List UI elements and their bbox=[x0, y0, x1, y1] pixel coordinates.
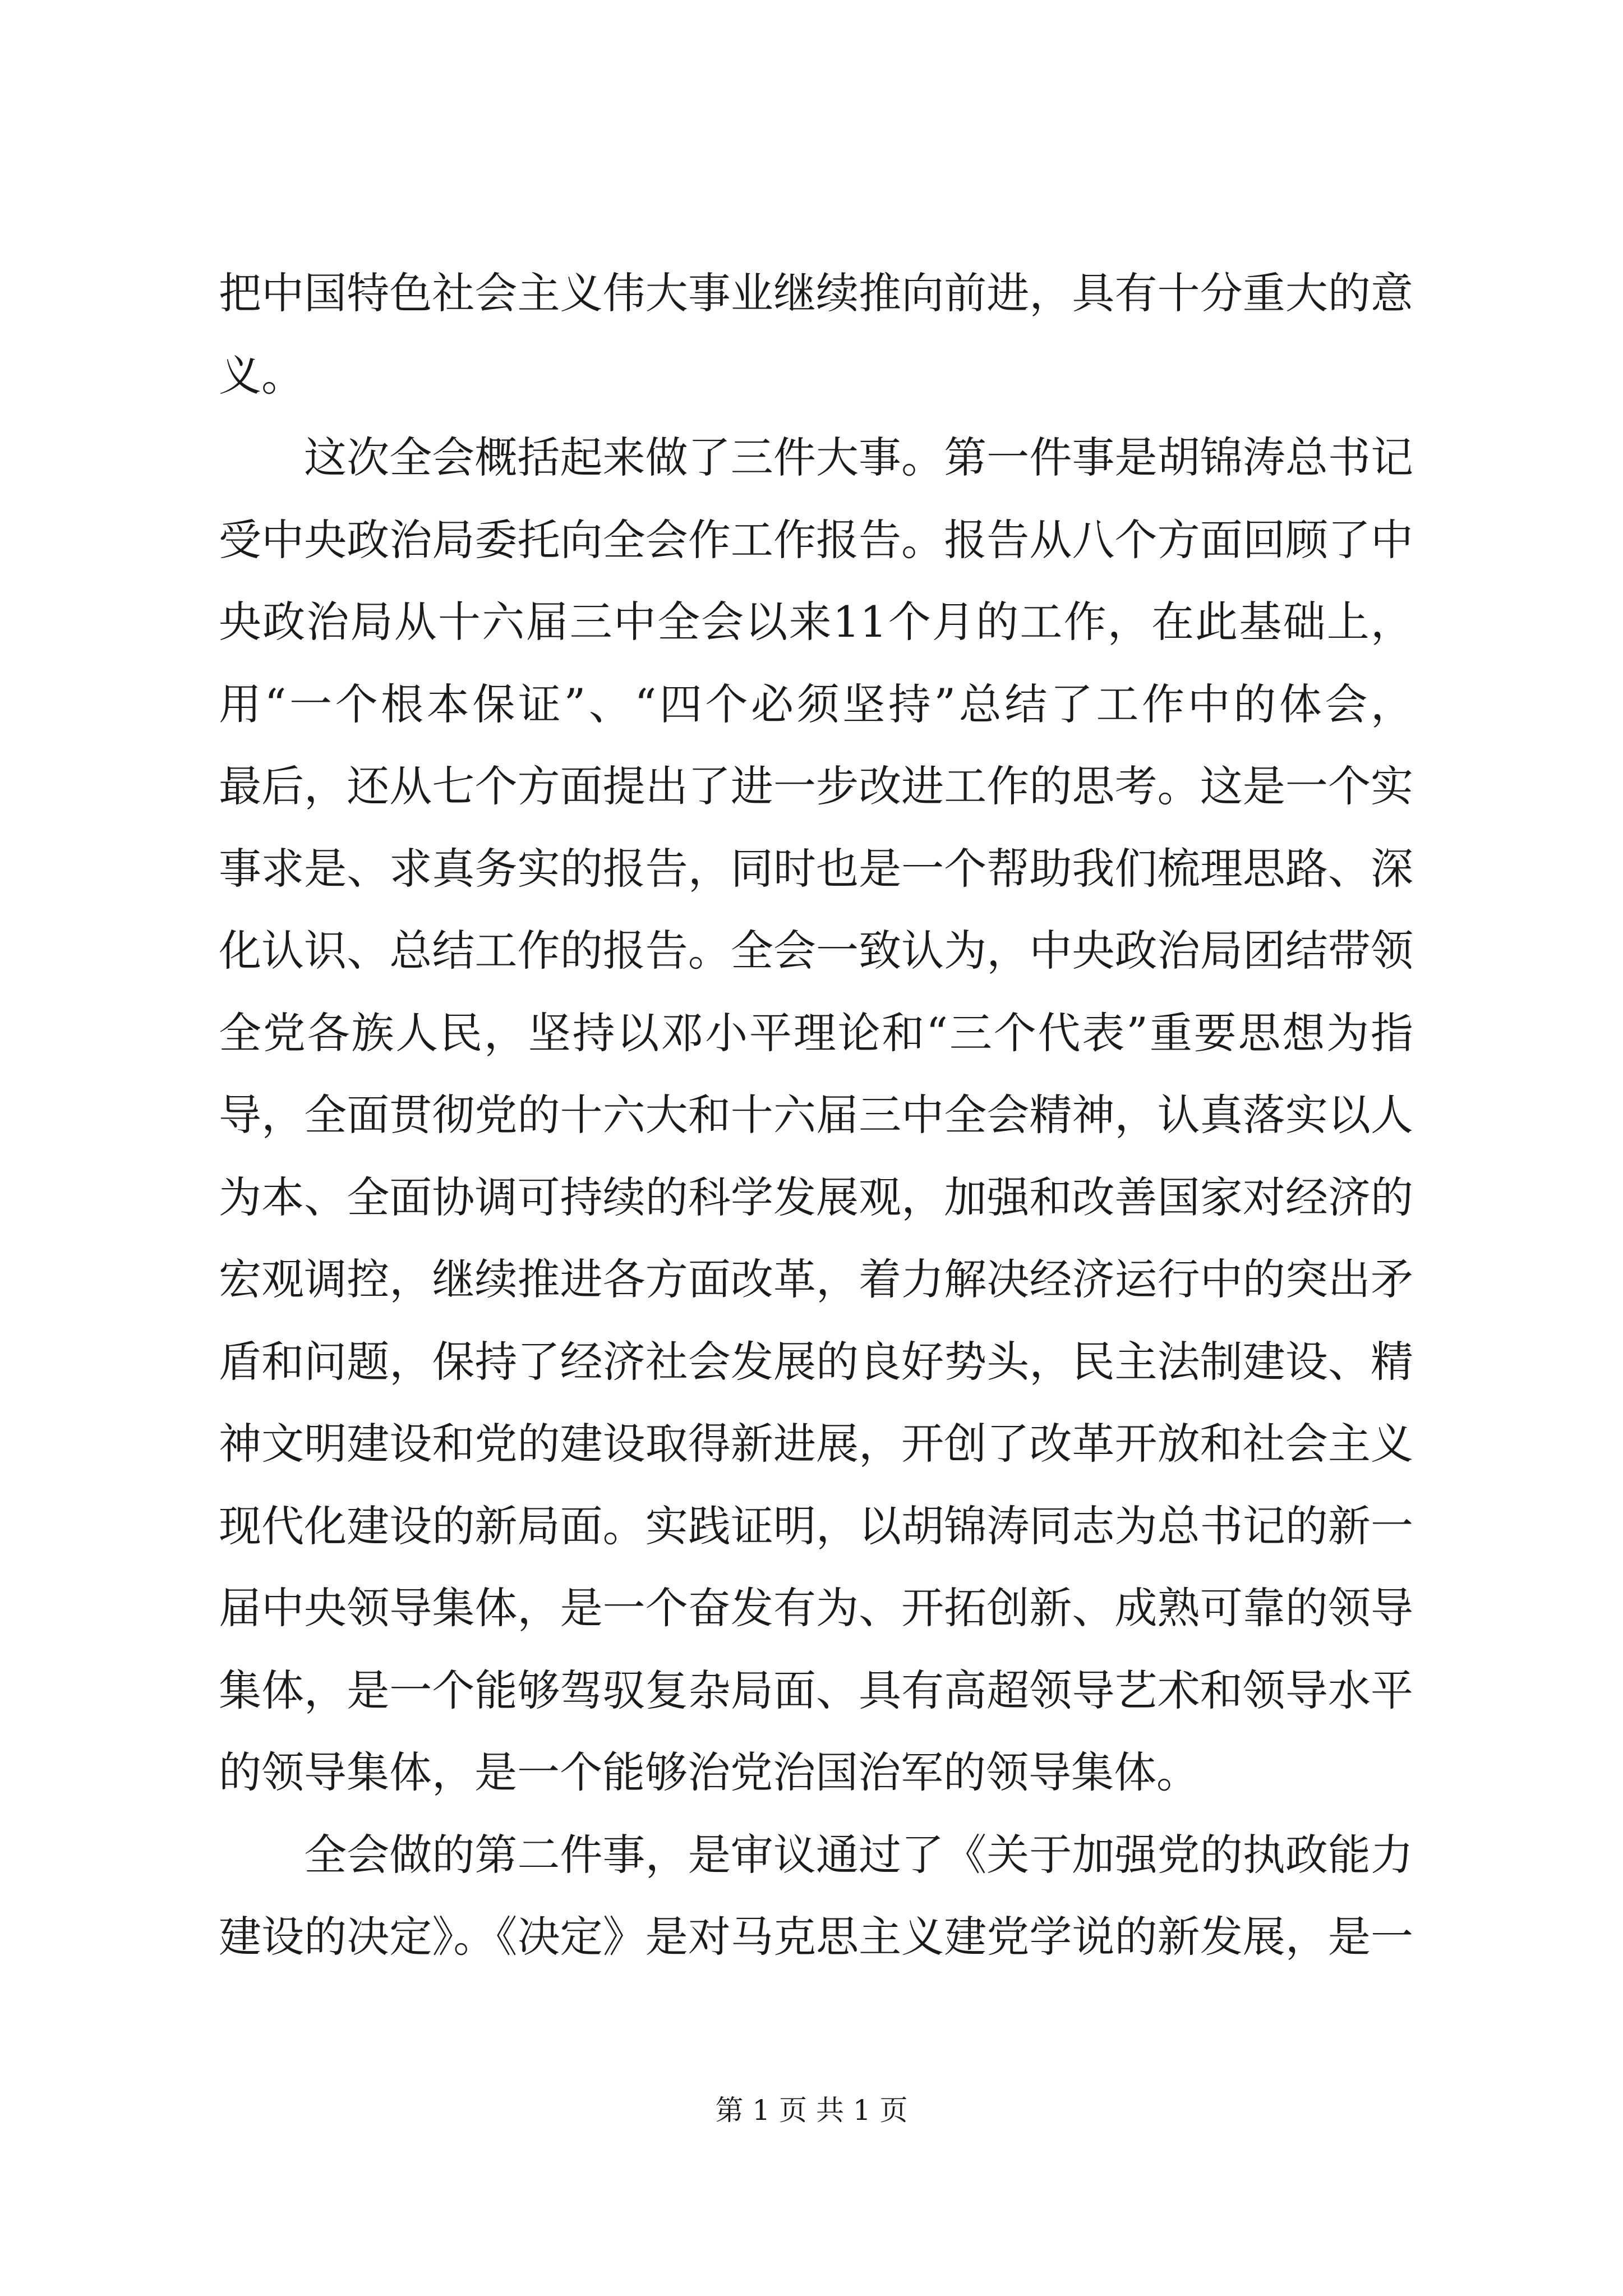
text-line: 全党各族人民，坚持以邓小平理论和“三个代表”重要思想为指 bbox=[219, 1007, 1413, 1058]
document-body bbox=[219, 252, 1413, 1978]
text-line: 现代化建设的新局面。实践证明，以胡锦涛同志为总书记的新一 bbox=[219, 1501, 1413, 1551]
text-line: 集体，是一个能够驾驭复杂局面、具有高超领导艺术和领导水平 bbox=[219, 1665, 1413, 1715]
text-line: 导，全面贯彻党的十六大和十六届三中全会精神，认真落实以人 bbox=[219, 1090, 1413, 1140]
text-line: 的领导集体，是一个能够治党治国治军的领导集体。 bbox=[219, 1747, 1199, 1797]
text-line: 事求是、求真务实的报告，同时也是一个帮助我们梳理思路、深 bbox=[219, 843, 1413, 894]
text-line: 宏观调控，继续推进各方面改革，着力解决经济运行中的突出矛 bbox=[219, 1254, 1413, 1304]
text-line: 最后，还从七个方面提出了进一步改进工作的思考。这是一个实 bbox=[219, 761, 1413, 811]
text-line: 用“一个根本保证”、“四个必须坚持”总结了工作中的体会， bbox=[219, 679, 1413, 729]
text-line: 央政治局从十六届三中全会以来11个月的工作，在此基础上， bbox=[219, 597, 1413, 647]
text-line: 为本、全面协调可持续的科学发展观，加强和改善国家对经济的 bbox=[219, 1172, 1413, 1222]
text-line: 受中央政治局委托向全会作工作报告。报告从八个方面回顾了中 bbox=[219, 514, 1413, 565]
text-line: 神文明建设和党的建设取得新进展，开创了改革开放和社会主义 bbox=[219, 1419, 1413, 1469]
text-line: 化认识、总结工作的报告。全会一致认为，中央政治局团结带领 bbox=[219, 926, 1413, 976]
text-line: 全会做的第二件事，是审议通过了《关于加强党的执政能力 bbox=[304, 1829, 1413, 1880]
text-line: 把中国特色社会主义伟大事业继续推向前进，具有十分重大的意 bbox=[219, 268, 1413, 318]
text-line: 建设的决定》。《决定》是对马克思主义建党学说的新发展，是一 bbox=[219, 1912, 1413, 1962]
text-line: 义。 bbox=[219, 350, 304, 401]
page-number-footer: 第 1 页 共 1 页 bbox=[715, 2094, 908, 2127]
text-line: 盾和问题，保持了经济社会发展的良好势头，民主法制建设、精 bbox=[219, 1336, 1413, 1387]
text-line: 届中央领导集体，是一个奋发有为、开拓创新、成熟可靠的领导 bbox=[219, 1583, 1413, 1633]
text-line: 这次全会概括起来做了三件大事。第一件事是胡锦涛总书记 bbox=[304, 432, 1413, 482]
